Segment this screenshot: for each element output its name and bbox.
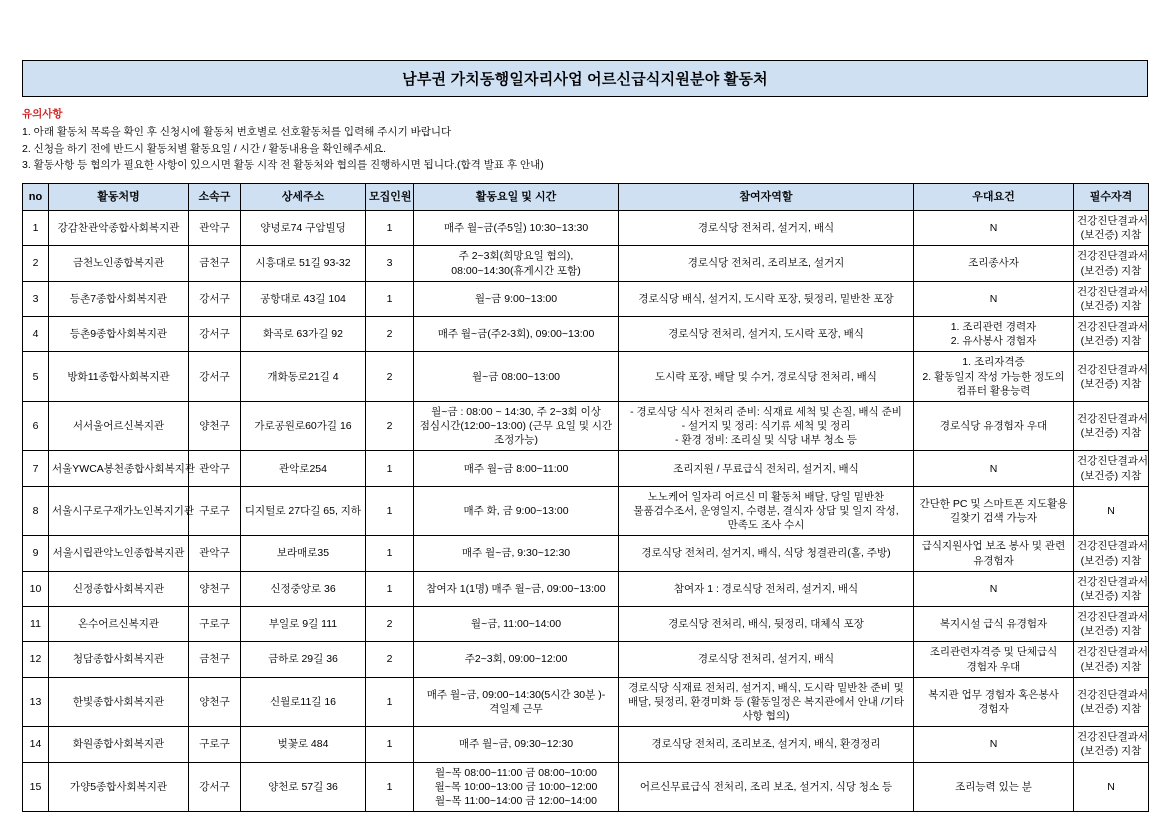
cell-schedule: 매주 월~금(주5일) 10:30~13:30: [414, 211, 619, 246]
table-row: [23, 401, 1149, 451]
cell-recruit-count: 1: [366, 677, 414, 727]
cell-address: 디지털로 27다길 65, 지하: [241, 486, 366, 536]
cell-site-name: 등촌7종합사회복지관: [49, 281, 189, 316]
cell-site-name: 금천노인종합복지관: [49, 246, 189, 281]
cell-preference: 간단한 PC 및 스마트폰 지도활용 길찾기 검색 가능자: [914, 486, 1074, 536]
table-header-row: [23, 184, 1149, 211]
notice-line-3: 3. 활동사항 등 협의가 필요한 사항이 있으시면 활동 시작 전 활동처와 협의를 진행하시면 됩니다.(합격 발표 후 안내): [22, 158, 544, 171]
cell-recruit-count: 1: [366, 211, 414, 246]
cell-no: 8: [23, 486, 49, 536]
cell-preference: N: [914, 281, 1074, 316]
cell-site-name: 신정종합사회복지관: [49, 571, 189, 606]
cell-role: 경로식당 전처리, 설거지, 배식: [619, 211, 914, 246]
cell-requirement: N: [1074, 762, 1149, 812]
cell-site-name: 서서울어르신복지관: [49, 401, 189, 451]
table-row: [23, 352, 1149, 402]
header-address: 상세주소: [241, 184, 366, 211]
cell-requirement: 건강진단결과서(보건증) 지참: [1074, 677, 1149, 727]
cell-district: 양천구: [189, 677, 241, 727]
table-row: [23, 642, 1149, 677]
cell-preference: 조리능력 있는 분: [914, 762, 1074, 812]
cell-schedule: 매주 화, 금 9:00~13:00: [414, 486, 619, 536]
cell-requirement: 건강진단결과서(보건증) 지참: [1074, 727, 1149, 762]
cell-site-name: 가양5종합사회복지관: [49, 762, 189, 812]
cell-requirement: 건강진단결과서(보건증) 지참: [1074, 352, 1149, 402]
cell-address: 신정중앙로 36: [241, 571, 366, 606]
page-title: 남부권 가치동행일자리사업 어르신급식지원분야 활동처: [22, 60, 1148, 97]
cell-schedule: 매주 월~금(주2-3회), 09:00~13:00: [414, 317, 619, 352]
cell-requirement: 건강진단결과서(보건증) 지참: [1074, 536, 1149, 571]
cell-no: 3: [23, 281, 49, 316]
cell-schedule: 참여자 1(1명) 매주 월~금, 09:00~13:00: [414, 571, 619, 606]
cell-role: 참여자 1 : 경로식당 전처리, 설거지, 배식: [619, 571, 914, 606]
cell-address: 가로공원로60가길 16: [241, 401, 366, 451]
table-row: [23, 281, 1149, 316]
cell-recruit-count: 1: [366, 451, 414, 486]
cell-site-name: 화원종합사회복지관: [49, 727, 189, 762]
cell-recruit-count: 1: [366, 281, 414, 316]
cell-no: 4: [23, 317, 49, 352]
header-no: no: [23, 184, 49, 211]
cell-district: 강서구: [189, 352, 241, 402]
cell-preference: N: [914, 211, 1074, 246]
cell-site-name: 방화11종합사회복지관: [49, 352, 189, 402]
cell-district: 관악구: [189, 451, 241, 486]
cell-role: 도시락 포장, 배달 및 수거, 경로식당 전처리, 배식: [619, 352, 914, 402]
cell-schedule: 월~금 9:00~13:00: [414, 281, 619, 316]
table-row: [23, 571, 1149, 606]
cell-schedule: 월~금, 11:00~14:00: [414, 607, 619, 642]
cell-site-name: 온수어르신복지관: [49, 607, 189, 642]
cell-requirement: 건강진단결과서(보건증) 지참: [1074, 642, 1149, 677]
table-row: [23, 486, 1149, 536]
cell-preference: 조리종사자: [914, 246, 1074, 281]
header-requirement: 필수자격: [1074, 184, 1149, 211]
cell-recruit-count: 1: [366, 486, 414, 536]
cell-site-name: 강감찬관악종합사회복지관: [49, 211, 189, 246]
cell-preference: 복지시설 급식 유경험자: [914, 607, 1074, 642]
cell-district: 관악구: [189, 536, 241, 571]
cell-no: 12: [23, 642, 49, 677]
header-schedule: 활동요일 및 시간: [414, 184, 619, 211]
notice-line-1: 1. 아래 활동처 목록을 확인 후 신청시에 활동처 번호별로 선호활동처를 입력해 주시기 바랍니다: [22, 126, 452, 139]
cell-district: 양천구: [189, 571, 241, 606]
cell-district: 강서구: [189, 317, 241, 352]
cell-recruit-count: 1: [366, 571, 414, 606]
table-row: [23, 211, 1149, 246]
cell-schedule: 매주 월~금, 09:30~12:30: [414, 727, 619, 762]
cell-no: 14: [23, 727, 49, 762]
cell-no: 5: [23, 352, 49, 402]
table-row: [23, 451, 1149, 486]
cell-no: 1: [23, 211, 49, 246]
cell-recruit-count: 2: [366, 317, 414, 352]
activity-sites-table: [22, 183, 1149, 812]
cell-no: 13: [23, 677, 49, 727]
cell-requirement: 건강진단결과서(보건증) 지참: [1074, 571, 1149, 606]
cell-requirement: 건강진단결과서(보건증) 지참: [1074, 451, 1149, 486]
cell-district: 금천구: [189, 642, 241, 677]
cell-preference: 1. 조리자격증 2. 활동일지 작성 가능한 정도의 컴퓨터 활용능력: [914, 352, 1074, 402]
cell-preference: 조리관련자격증 및 단체급식 경험자 우대: [914, 642, 1074, 677]
cell-district: 양천구: [189, 401, 241, 451]
cell-schedule: 월~금 08:00~13:00: [414, 352, 619, 402]
cell-role: 경로식당 전처리, 설거지, 배식, 식당 청결관리(홀, 주방): [619, 536, 914, 571]
cell-recruit-count: 2: [366, 352, 414, 402]
cell-no: 6: [23, 401, 49, 451]
cell-schedule: 매주 월~금 8:00~11:00: [414, 451, 619, 486]
header-district: 소속구: [189, 184, 241, 211]
cell-schedule: 주 2~3회(희망요일 협의), 08:00~14:30(휴게시간 포함): [414, 246, 619, 281]
cell-no: 11: [23, 607, 49, 642]
table-row: [23, 677, 1149, 727]
table-row: [23, 727, 1149, 762]
cell-district: 금천구: [189, 246, 241, 281]
cell-preference: N: [914, 571, 1074, 606]
notice-heading: 유의사항: [22, 108, 63, 120]
cell-address: 공항대로 43길 104: [241, 281, 366, 316]
cell-requirement: 건강진단결과서(보건증) 지참: [1074, 401, 1149, 451]
cell-district: 구로구: [189, 607, 241, 642]
cell-district: 강서구: [189, 281, 241, 316]
cell-recruit-count: 1: [366, 536, 414, 571]
cell-no: 9: [23, 536, 49, 571]
cell-recruit-count: 1: [366, 762, 414, 812]
cell-preference: 복지관 업무 경험자 혹은봉사 경험자: [914, 677, 1074, 727]
cell-role: 경로식당 배식, 설거지, 도시락 포장, 뒷정리, 밑반찬 포장: [619, 281, 914, 316]
cell-requirement: N: [1074, 486, 1149, 536]
cell-role: 경로식당 전처리, 설거지, 도시락 포장, 배식: [619, 317, 914, 352]
cell-requirement: 건강진단결과서(보건증) 지참: [1074, 246, 1149, 281]
cell-preference: N: [914, 451, 1074, 486]
cell-district: 관악구: [189, 211, 241, 246]
header-role: 참여자역할: [619, 184, 914, 211]
cell-role: 경로식당 전처리, 설거지, 배식: [619, 642, 914, 677]
header-preference: 우대요건: [914, 184, 1074, 211]
cell-schedule: 월~목 08:00~11:00 금 08:00~10:00 월~목 10:00~13:00 금 10:00~12:00 월~목 11:00~14:00 금 12:00~14:00: [414, 762, 619, 812]
cell-district: 구로구: [189, 486, 241, 536]
cell-role: 경로식당 전처리, 조리보조, 설거지, 배식, 환경정리: [619, 727, 914, 762]
cell-district: 구로구: [189, 727, 241, 762]
cell-no: 10: [23, 571, 49, 606]
cell-role: 경로식당 전처리, 배식, 뒷정리, 대체식 포장: [619, 607, 914, 642]
cell-role: 조리지원 / 무료급식 전처리, 설거지, 배식: [619, 451, 914, 486]
cell-address: 보라매로35: [241, 536, 366, 571]
cell-role: 경로식당 식재료 전처리, 설거지, 배식, 도시락 밑반찬 준비 및 배달, 뒷정리, 환경미화 등 (활동일정은 복지관에서 안내 /기타 사항 협의): [619, 677, 914, 727]
cell-address: 화곡로 63가길 92: [241, 317, 366, 352]
cell-preference: 경로식당 유경험자 우대: [914, 401, 1074, 451]
table-row: [23, 607, 1149, 642]
cell-site-name: 한빛종합사회복지관: [49, 677, 189, 727]
cell-district: 강서구: [189, 762, 241, 812]
notice-line-2: 2. 신청을 하기 전에 반드시 활동처별 활동요일 / 시간 / 활동내용을 확인해주세요.: [22, 142, 387, 155]
cell-address: 시흥대로 51길 93-32: [241, 246, 366, 281]
cell-no: 2: [23, 246, 49, 281]
header-recruit-count: 모집인원: [366, 184, 414, 211]
cell-preference: 급식지원사업 보조 봉사 및 관련 유경험자: [914, 536, 1074, 571]
cell-requirement: 건강진단결과서(보건증) 지참: [1074, 607, 1149, 642]
notice-block: [22, 106, 1148, 173]
cell-recruit-count: 2: [366, 642, 414, 677]
cell-address: 양녕로74 구암빌딩: [241, 211, 366, 246]
cell-no: 7: [23, 451, 49, 486]
cell-site-name: 서울시구로구재가노인복지기관: [49, 486, 189, 536]
cell-role: 경로식당 전처리, 조리보조, 설거지: [619, 246, 914, 281]
cell-role: 노노케어 일자리 어르신 미 활동처 배달, 당일 밑반찬 물품검수조서, 운영일지, 수령분, 결식자 상담 및 일지 작성, 만족도 조사 수시: [619, 486, 914, 536]
table-row: [23, 762, 1149, 812]
cell-site-name: 서울시립관악노인종합복지관: [49, 536, 189, 571]
cell-schedule: 월~금 : 08:00 ~ 14:30, 주 2~3회 이상 점심시간(12:00~13:00) (근무 요일 및 시간 조정가능): [414, 401, 619, 451]
cell-requirement: 건강진단결과서(보건증) 지참: [1074, 281, 1149, 316]
cell-site-name: 청담종합사회복지관: [49, 642, 189, 677]
cell-recruit-count: 2: [366, 607, 414, 642]
cell-schedule: 매주 월~금, 9:30~12:30: [414, 536, 619, 571]
header-site-name: 활동처명: [49, 184, 189, 211]
cell-recruit-count: 3: [366, 246, 414, 281]
cell-address: 관악로254: [241, 451, 366, 486]
cell-preference: 1. 조리관련 경력자 2. 유사봉사 경험자: [914, 317, 1074, 352]
cell-address: 벚꽃로 484: [241, 727, 366, 762]
cell-site-name: 등촌9종합사회복지관: [49, 317, 189, 352]
table-row: [23, 317, 1149, 352]
cell-preference: N: [914, 727, 1074, 762]
cell-address: 양천로 57길 36: [241, 762, 366, 812]
cell-address: 부일로 9길 111: [241, 607, 366, 642]
cell-address: 신월로11길 16: [241, 677, 366, 727]
table-row: [23, 536, 1149, 571]
cell-recruit-count: 1: [366, 727, 414, 762]
cell-recruit-count: 2: [366, 401, 414, 451]
cell-requirement: 건강진단결과서(보건증) 지참: [1074, 211, 1149, 246]
cell-site-name: 서울YWCA봉천종합사회복지관: [49, 451, 189, 486]
cell-no: 15: [23, 762, 49, 812]
cell-address: 금하로 29길 36: [241, 642, 366, 677]
table-row: [23, 246, 1149, 281]
cell-schedule: 매주 월~금, 09:00~14:30(5시간 30분 )-격일제 근무: [414, 677, 619, 727]
cell-schedule: 주2~3회, 09:00~12:00: [414, 642, 619, 677]
cell-role: - 경로식당 식사 전처리 준비: 식재료 세척 및 손질, 배식 준비 - 설거지 및 정리: 식기류 세척 및 정리 - 환경 정비: 조리실 및 식당 내부 청소 등: [619, 401, 914, 451]
cell-role: 어르신무료급식 전처리, 조리 보조, 설거지, 식당 청소 등: [619, 762, 914, 812]
cell-address: 개화동로21길 4: [241, 352, 366, 402]
cell-requirement: 건강진단결과서(보건증) 지참: [1074, 317, 1149, 352]
